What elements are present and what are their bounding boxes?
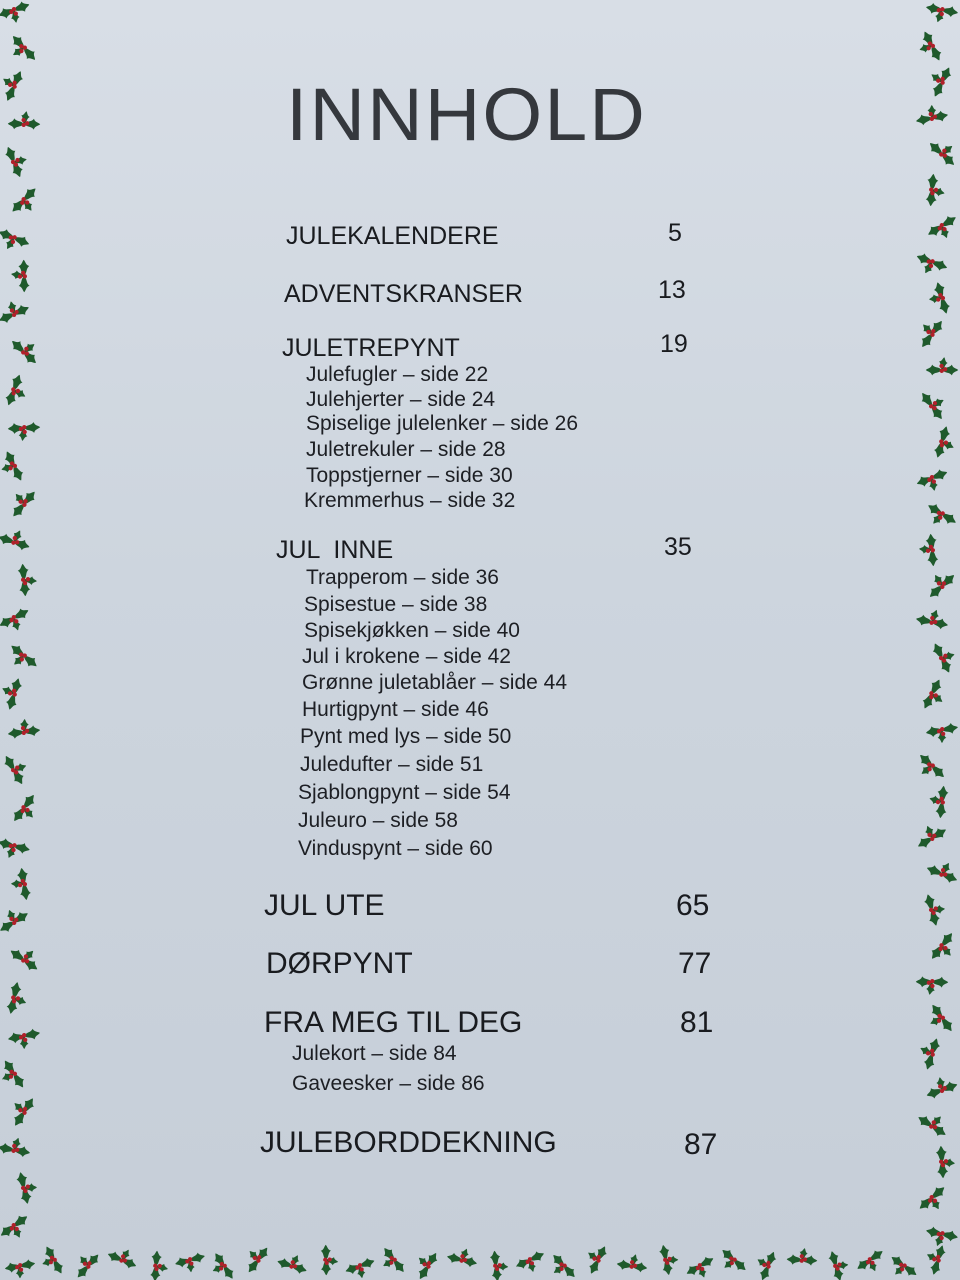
holly-sprig-icon: [0, 672, 33, 714]
holly-sprig-icon: [0, 299, 32, 325]
toc-subitem: Kremmerhus – side 32: [304, 489, 516, 512]
holly-sprig-icon: [910, 243, 952, 284]
holly-sprig-icon: [0, 1211, 34, 1244]
holly-sprig-icon: [2, 1091, 44, 1131]
holly-sprig-icon: [913, 1104, 953, 1146]
holly-sprig-icon: [39, 1243, 67, 1278]
holly-sprig-icon: [925, 1076, 959, 1100]
toc-subitem: Grønne juletablåer – side 44: [302, 671, 567, 694]
holly-sprig-icon: [0, 605, 33, 634]
holly-sprig-icon: [0, 448, 26, 484]
holly-sprig-icon: [748, 1245, 787, 1280]
holly-sprig-icon: [0, 905, 33, 936]
holly-sprig-icon: [0, 0, 31, 24]
holly-sprig-icon: [915, 467, 950, 492]
holly-sprig-icon: [3, 484, 45, 522]
holly-sprig-icon: [921, 567, 960, 602]
toc-section-title: DØRPYNT: [266, 947, 413, 980]
toc-subitem: Spiselige julelenker – side 26: [306, 412, 579, 435]
holly-sprig-icon: [925, 133, 960, 174]
holly-sprig-icon: [0, 64, 33, 105]
holly-sprig-icon: [922, 928, 960, 967]
holly-sprig-icon: [682, 1253, 718, 1280]
toc-section-title: ADVENTSKRANSER: [284, 280, 523, 308]
holly-sprig-icon: [917, 386, 950, 426]
holly-sprig-icon: [5, 28, 41, 69]
holly-sprig-icon: [482, 1248, 512, 1280]
toc-subitem: Julekort – side 84: [292, 1042, 457, 1065]
holly-sprig-icon: [923, 717, 960, 747]
holly-sprig-icon: [613, 1247, 652, 1280]
holly-sprig-icon: [0, 521, 36, 561]
holly-sprig-icon: [911, 1032, 951, 1074]
toc-section-page: 5: [668, 219, 682, 247]
holly-sprig-icon: [9, 561, 41, 600]
toc-section-title: JUL INNE: [276, 536, 394, 564]
holly-sprig-icon: [912, 602, 954, 640]
holly-sprig-icon: [208, 1248, 238, 1280]
holly-sprig-icon: [4, 413, 44, 446]
holly-sprig-icon: [924, 999, 957, 1038]
holly-sprig-icon: [922, 853, 960, 894]
holly-sprig-icon: [443, 1241, 482, 1278]
holly-sprig-icon: [0, 978, 35, 1020]
holly-sprig-icon: [5, 1023, 42, 1052]
holly-sprig-icon: [4, 636, 42, 678]
toc-subitem: Trapperom – side 36: [306, 566, 499, 589]
holly-sprig-icon: [927, 1143, 960, 1182]
toc-section-title: JULEKALENDERE: [286, 222, 499, 250]
holly-sprig-icon: [103, 1240, 142, 1279]
holly-sprig-icon: [2, 1253, 38, 1280]
holly-sprig-icon: [1, 751, 31, 789]
holly-sprig-icon: [912, 746, 949, 787]
holly-sprig-icon: [11, 1170, 39, 1207]
holly-sprig-icon: [922, 351, 960, 385]
holly-sprig-icon: [4, 183, 45, 219]
toc-section-page: 35: [664, 533, 692, 561]
holly-sprig-icon: [344, 1256, 376, 1279]
holly-sprig-icon: [910, 313, 952, 352]
holly-sprig-icon: [913, 821, 951, 851]
toc-section-page: 19: [660, 330, 688, 358]
holly-sprig-icon: [578, 1240, 617, 1279]
toc-section-page: 13: [658, 276, 686, 304]
toc-section-page: 65: [676, 889, 710, 922]
holly-sprig-icon: [377, 1241, 409, 1279]
holly-sprig-icon: [5, 715, 44, 746]
holly-sprig-icon: [920, 0, 960, 30]
toc-subitem: Juleuro – side 58: [298, 809, 458, 832]
holly-sprig-icon: [6, 255, 40, 295]
holly-sprig-icon: [311, 1241, 343, 1279]
holly-sprig-icon: [930, 640, 958, 676]
holly-sprig-icon: [852, 1246, 889, 1276]
holly-sprig-icon: [407, 1246, 446, 1280]
toc-subitem: Juletrekuler – side 28: [306, 438, 506, 461]
toc-section-page: 87: [684, 1128, 718, 1161]
holly-sprig-icon: [921, 494, 960, 536]
holly-sprig-icon: [920, 60, 960, 101]
toc-subitem: Julehjerter – side 24: [306, 388, 496, 411]
holly-sprig-icon: [911, 966, 952, 1001]
toc-subitem: Hurtigpynt – side 46: [302, 698, 489, 721]
holly-sprig-icon: [68, 1247, 107, 1280]
holly-sprig-icon: [4, 105, 45, 140]
toc-subitem: Juledufter – side 51: [300, 753, 484, 776]
holly-sprig-icon: [913, 102, 950, 131]
toc-section-page: 81: [680, 1006, 714, 1039]
holly-sprig-icon: [715, 1241, 751, 1280]
holly-sprig-icon: [920, 892, 947, 928]
toc-subitem: Toppstjerner – side 30: [306, 464, 513, 487]
holly-sprig-icon: [6, 938, 45, 980]
holly-sprig-icon: [7, 331, 44, 372]
toc-section-title: JULETREPYNT: [282, 334, 460, 362]
holly-sprig-icon: [918, 1239, 956, 1278]
toc-subitem: Sjablongpynt – side 54: [298, 781, 511, 804]
toc-subitem: Spisekjøkken – side 40: [304, 619, 520, 642]
holly-sprig-icon: [513, 1249, 547, 1275]
holly-sprig-icon: [238, 1241, 277, 1278]
toc-subitem: Jul i krokene – side 42: [302, 645, 511, 668]
holly-sprig-icon: [915, 530, 947, 569]
toc-subitem: Spisestue – side 38: [304, 593, 488, 616]
holly-sprig-icon: [273, 1246, 312, 1280]
holly-sprig-icon: [3, 144, 28, 179]
toc-subitem: Julefugler – side 22: [306, 363, 489, 386]
holly-sprig-icon: [0, 219, 34, 260]
holly-sprig-icon: [0, 1055, 28, 1094]
holly-sprig-icon: [654, 1243, 682, 1278]
holly-sprig-icon: [783, 1242, 822, 1276]
toc-section-page: 77: [678, 947, 712, 980]
toc-section-title: JULEBORDDEKNING: [260, 1126, 557, 1159]
holly-sprig-icon: [915, 170, 951, 211]
holly-sprig-icon: [923, 422, 960, 464]
holly-sprig-icon: [912, 675, 953, 716]
toc-subitem: Pynt med lys – side 50: [300, 725, 512, 748]
holly-sprig-icon: [0, 1130, 36, 1168]
holly-sprig-icon: [922, 781, 959, 822]
holly-sprig-icon: [912, 1182, 953, 1217]
toc-subitem: Vinduspynt – side 60: [298, 837, 493, 860]
toc-section-title: JUL UTE: [264, 889, 385, 922]
toc-subitem: Gaveesker – side 86: [292, 1072, 485, 1095]
holly-sprig-icon: [923, 212, 960, 243]
holly-sprig-icon: [546, 1247, 580, 1280]
holly-sprig-icon: [0, 828, 34, 867]
holly-sprig-icon: [4, 790, 46, 829]
holly-sprig-icon: [917, 28, 945, 65]
holly-sprig-icon: [825, 1249, 850, 1280]
page-title: INNHOLD: [286, 73, 647, 156]
holly-sprig-icon: [884, 1247, 921, 1280]
holly-sprig-icon: [927, 280, 953, 316]
holly-sprig-icon: [173, 1249, 207, 1275]
holly-sprig-icon: [140, 1247, 174, 1280]
holly-sprig-icon: [0, 370, 35, 412]
toc-section-title: FRA MEG TIL DEG: [264, 1006, 523, 1039]
holly-sprig-icon: [7, 865, 37, 903]
